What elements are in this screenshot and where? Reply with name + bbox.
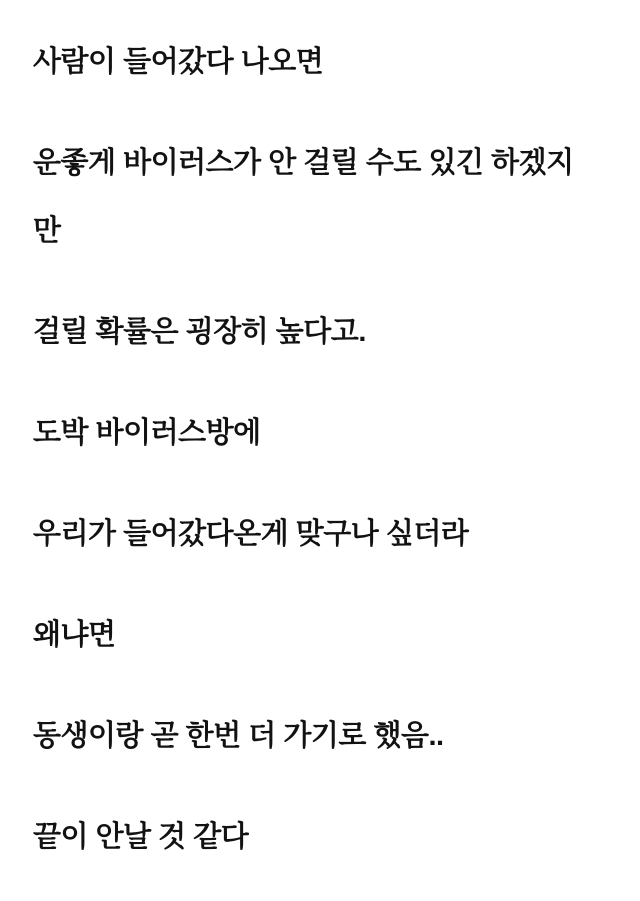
paragraph-line: 동생이랑 곧 한번 더 가기로 했음.. [33,720,444,752]
paragraph [33,28,614,96]
paragraph [33,298,614,366]
paragraph [33,500,614,568]
paragraph-line: 끝이 안날 것 같다 [33,821,249,853]
paragraph [33,399,614,467]
paragraph [33,601,614,669]
paragraph-line: 사람이 들어갔다 나오면 [33,46,324,78]
paragraph [33,129,614,265]
paragraph [33,702,614,770]
paragraph-line: 만 [33,215,61,247]
paragraph [33,803,614,871]
paragraph-line: 도박 바이러스방에 [33,417,261,449]
paragraph-line: 우리가 들어갔다온게 맞구나 싶더라 [33,518,469,550]
paragraph-line: 운좋게 바이러스가 안 걸릴 수도 있긴 하겠지 [33,147,574,179]
paragraph-line: 왜냐면 [33,619,116,651]
paragraph-line: 걸릴 확률은 굉장히 높다고. [33,316,366,348]
